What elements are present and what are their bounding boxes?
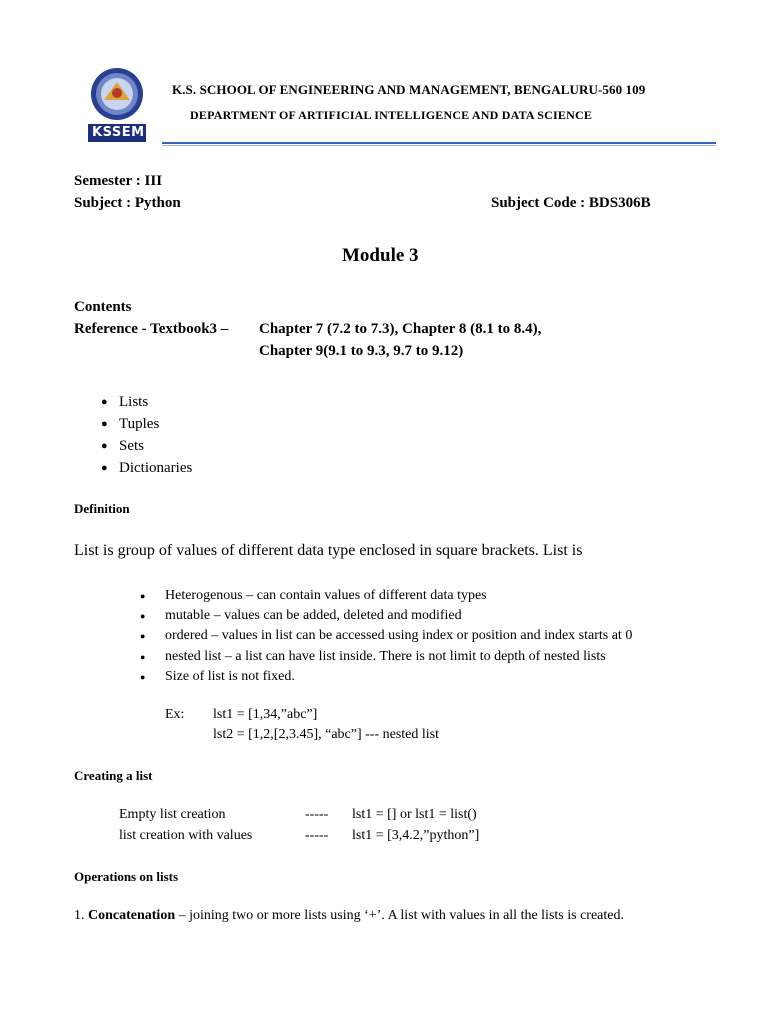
definition-points xyxy=(140,586,633,687)
create-row-separator: ----- xyxy=(305,807,329,822)
bullet-icon: ● xyxy=(101,396,108,408)
semester: Semester : III xyxy=(74,173,163,189)
create-row-separator: ----- xyxy=(305,828,329,843)
bullet-icon: ● xyxy=(140,631,146,642)
bullet-icon: ● xyxy=(140,591,146,601)
reference-line-2: Chapter 9(9.1 to 9.3, 9.7 to 9.12) xyxy=(259,343,464,359)
institution-logo xyxy=(86,66,148,146)
bullet-icon: ● xyxy=(101,440,108,452)
operation-text: – joining two or more lists using ‘+’. A list with values in all the lists is created. xyxy=(175,908,624,923)
creating-heading: Creating a list xyxy=(74,768,153,783)
list-item: ● Tuples xyxy=(119,413,192,435)
bullet-icon: ● xyxy=(140,651,146,662)
list-item: ● Sets xyxy=(119,435,192,457)
example-line-2: lst2 = [1,2,[2,3.45], “abc”] --- nested list xyxy=(213,727,439,742)
module-title: Module 3 xyxy=(342,245,419,266)
operation-item xyxy=(74,908,624,924)
operations-heading: Operations on lists xyxy=(74,869,179,884)
subject: Subject : Python xyxy=(74,195,181,211)
definition-text: List is group of values of different data type enclosed in square brackets. List is xyxy=(74,542,583,559)
topics-list xyxy=(101,391,193,479)
example-label: Ex: xyxy=(165,707,185,722)
list-item: ● nested list – a list can have list inside. There is not limit to depth of nested lists xyxy=(165,647,632,667)
contents-heading: Contents xyxy=(74,299,132,315)
list-item: ● ordered – values in list can be accessed using index or position and index starts at 0 xyxy=(165,626,632,646)
list-item: ● Lists xyxy=(119,391,192,413)
bullet-icon: ● xyxy=(101,418,108,430)
operation-term: Concatenation xyxy=(88,908,176,923)
institution-name: K.S. SCHOOL OF ENGINEERING AND MANAGEMENT, BENGALURU-560 109 xyxy=(172,82,646,97)
bullet-icon: ● xyxy=(140,611,146,622)
header-divider-secondary xyxy=(162,145,716,146)
create-row-label: list creation with values xyxy=(119,828,253,843)
operation-number: 1. xyxy=(74,908,85,923)
logo-text: KSSEM xyxy=(92,125,145,140)
create-row-label: Empty list creation xyxy=(119,807,226,822)
subject-code: Subject Code : BDS306B xyxy=(491,195,651,211)
bullet-icon: ● xyxy=(101,462,108,474)
create-row-code: lst1 = [3,4.2,”python”] xyxy=(352,828,480,843)
reference-label: Reference - Textbook3 – xyxy=(74,321,229,337)
list-item: ● Dictionaries xyxy=(119,457,192,479)
list-item: ● Size of list is not fixed. xyxy=(165,667,632,687)
list-item: ● mutable – values can be added, deleted and modified xyxy=(165,606,632,626)
example-line-1: lst1 = [1,34,”abc”] xyxy=(213,707,318,722)
header-divider xyxy=(162,142,716,144)
bullet-icon: ● xyxy=(140,671,146,682)
list-item: ● Heterogenous – can contain values of different data types xyxy=(165,586,632,606)
reference-line-1: Chapter 7 (7.2 to 7.3), Chapter 8 (8.1 to 8.4), xyxy=(259,321,542,337)
definition-heading: Definition xyxy=(74,501,130,516)
department-name: DEPARTMENT OF ARTIFICIAL INTELLIGENCE AND DATA SCIENCE xyxy=(190,108,593,122)
create-row-code: lst1 = [] or lst1 = list() xyxy=(352,807,477,822)
